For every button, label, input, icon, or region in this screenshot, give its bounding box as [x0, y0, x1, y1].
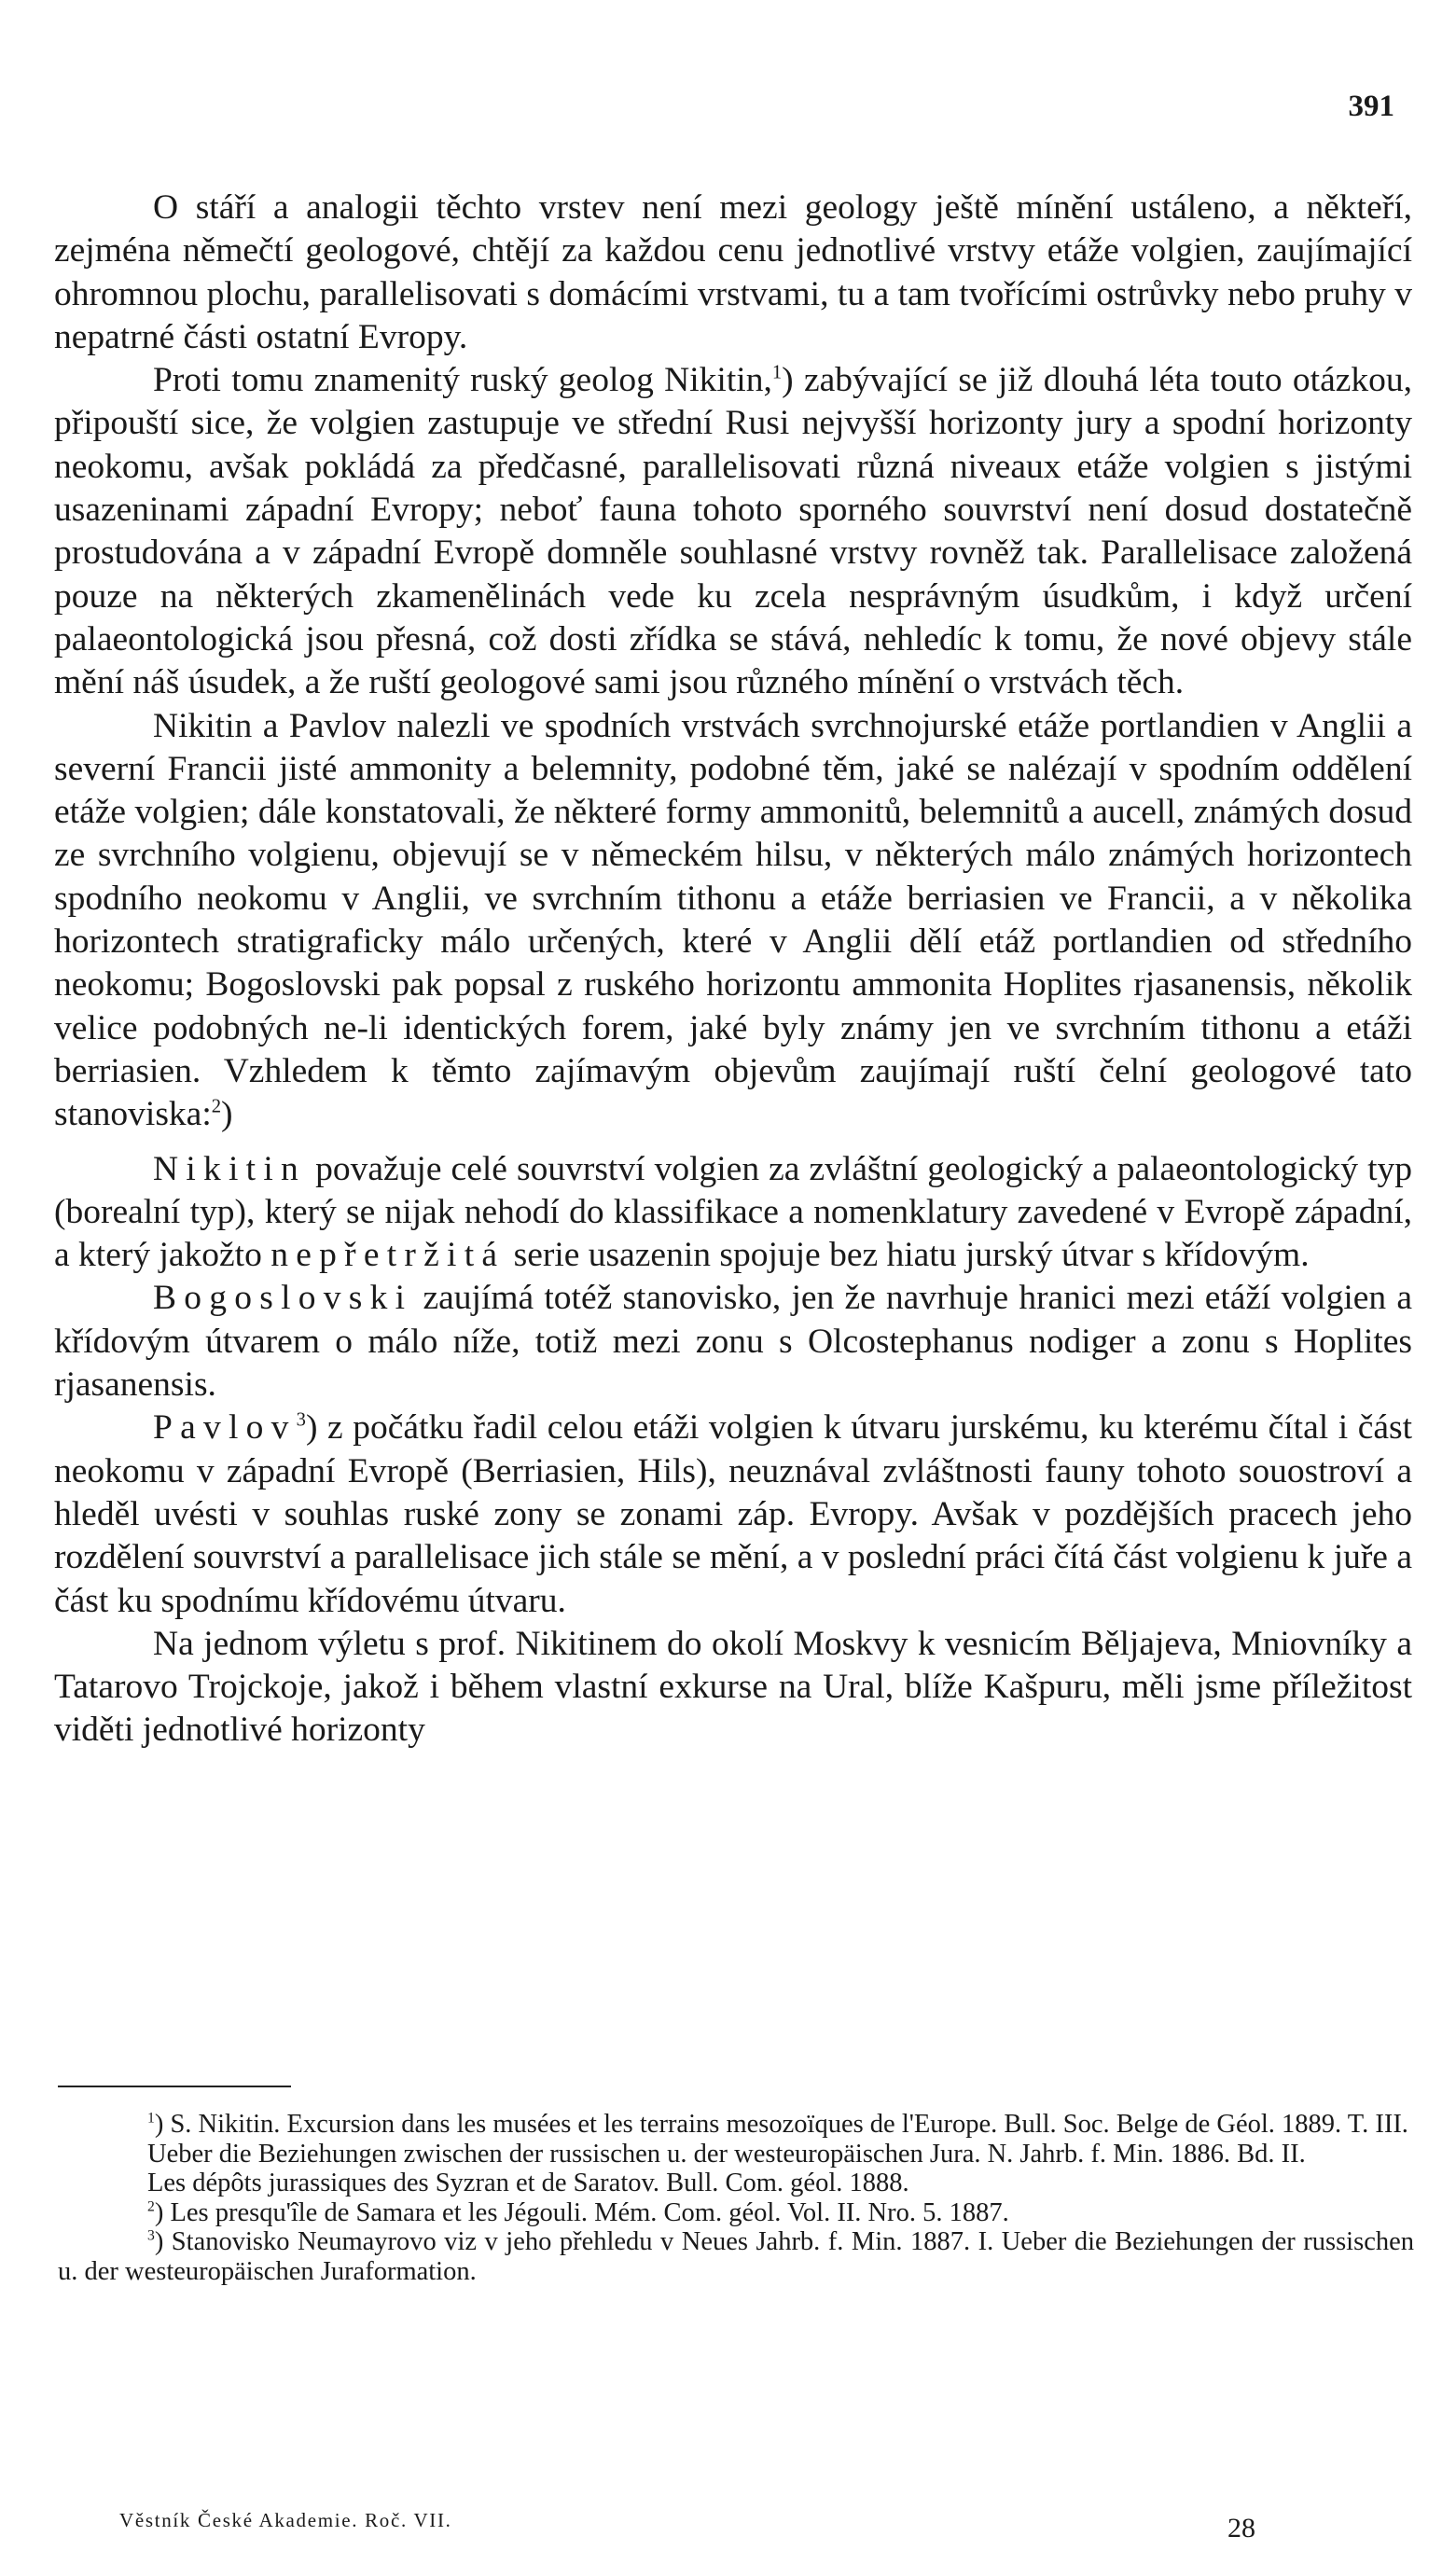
footnote — [58, 2227, 1414, 2286]
text-run: ) — [221, 1095, 233, 1134]
page-number: 391 — [1348, 90, 1394, 123]
emphasized-text: Nikitin — [153, 1149, 307, 1188]
text-run: ) z počátku řadil celou etáži volgien k útvaru jurskému, ku kterému čítal i část neokomu v západní Evropě (Berriasien, Hils), neuznával zvláštnosti fauny tohoto souostroví a hleděl uvésti v souhlas ruské zony se zonami záp. Evropy. Avšak v pozdějších pracech jeho rozdělení souvrství a parallelisace jich stále se mění, a v poslední práci čítá část volgienu k juře a část ku spodnímu křídovému útvaru. — [54, 1408, 1412, 1620]
text-run: ) S. Nikitin. Excursion dans les musées et les terrains mesozoïques de l'Europe. Bull. Soc. Belge de Géol. 1889. T. III. — [154, 2110, 1408, 2139]
text-run: ) zabývající se již dlouhá léta touto otázkou, připouští sice, že volgien zastupuje ve střední Rusi nejvyšší horizonty jury a spodní horizonty neokomu, avšak pokládá za předčasné, parallelisovati různá niveaux etáže volgien s jistými usazeninami západní Evropy; neboť fauna tohoto sporného souvrství není dosud dostatečně prostudována a v západní Evropě domněle souhlasné vrstvy rovněž tak. Parallelisace založená pouze na některých zkamenělinách vede ku zcela nesprávným úsudkům, i když určení palaeontologická jsou přesná, což dosti zřídka se stává, nehledíc k tomu, že nové objevy stále mění náš úsudek, a že ruští geologové sami jsou různého mínění o vrstvách těch. — [54, 361, 1413, 702]
body-text — [54, 187, 1412, 1753]
text-run: O stáří a analogii těchto vrstev není mezi geology ještě mínění ustáleno, a někteří, zejména němečtí geologové, chtějí za každou cenu jednotlivé vrstvy etáže volgien, zaujímající ohromnou plochu, parallelisovati s domácími vrstvami, tu a tam tvořícími ostrůvky nebo pruhy v nepatrné části ostatní Evropy. — [54, 188, 1412, 356]
paragraph — [54, 359, 1412, 704]
text-run: serie usazenin spojuje bez hiatu jurský útvar s křídovým. — [505, 1236, 1310, 1275]
text-run: Nikitin a Pavlov nalezli ve spodních vrstvách svrchnojurské etáže portlandien v Anglii a severní Francii jisté ammonity a belemnity, podobné těm, jaké se nalézají v spodním oddělení etáže volgien; dále konstatovali, že některé formy ammonitů, belemnitů a aucell, známých dosud ze svrchního volgienu, objevují se v německém hilsu, v některých málo známých horizontech spodního neokomu v Anglii, ve svrchním tithonu a etáže berriasien ve Francii, a v několika horizontech stratigraficky málo určených, které v Anglii dělí etáž portlandien od středního neokomu; Bogoslovski pak popsal z ruského horizontu ammonita Hoplites rjasanensis, několik velice podobných ne-li identických forem, jaké byly známy jen ve svrchním tithonu a etáži berriasien. Vzhledem k těmto zajímavým objevům zaujímají ruští čelní geologové tato stanoviska: — [54, 706, 1412, 1134]
text-run: Ueber die Beziehungen zwischen der russischen u. der westeuropäischen Jura. N. Jahrb. f. Min. 1886. Bd. II. — [147, 2139, 1306, 2169]
journal-signature: Věstník České Akademie. Roč. VII. — [119, 2509, 452, 2531]
text-run: ) Les presqu'île de Samara et les Jégouli. Mém. Com. géol. Vol. II. Nro. 5. 1887. — [154, 2197, 1009, 2227]
footnote-ref: 1 — [147, 2110, 155, 2127]
paragraph — [54, 1407, 1412, 1622]
paragraph — [54, 705, 1412, 1137]
footnote-ref: 1 — [771, 362, 783, 383]
paragraph — [54, 1148, 1412, 1278]
text-run: ) Stanovisko Neumayrovo viz v jeho přehledu v Neues Jahrb. f. Min. 1887. I. Ueber die Beziehungen der russischen u. der westeuropäischen Juraformation. — [58, 2227, 1414, 2286]
footnote — [58, 2140, 1414, 2169]
footnote-ref: 2 — [211, 1096, 222, 1117]
text-run: Les dépôts jurassiques des Syzran et de Saratov. Bull. Com. géol. 1888. — [147, 2169, 909, 2197]
footnote-ref: 3 — [296, 1409, 306, 1431]
paragraph — [54, 187, 1412, 359]
footnote-ref: 2 — [147, 2198, 155, 2214]
emphasized-text: Pavlov — [153, 1408, 297, 1448]
footnote-divider — [58, 2086, 291, 2087]
paragraph — [54, 1277, 1412, 1407]
text-run: Proti tomu znamenitý ruský geolog Nikitin, — [153, 361, 772, 400]
text-run: Na jednom výletu s prof. Nikitinem do okolí Moskvy k vesnicím Běljajeva, Mniovníky a Tatarovo Trojckoje, jakož i během vlastní exkurse na Ural, blíže Kašpuru, měli jsme příležitost viděti jednotlivé horizonty — [54, 1624, 1412, 1750]
emphasized-text: nepřetržitá — [270, 1236, 506, 1275]
text-run: považuje celé souvrství volgien za zvláštní geologický a palaeontologický typ (borealní typ), který se nijak nehodí do klassifikace a nomenklatury zavedené v Evropě západní, a který jakožto — [54, 1149, 1412, 1275]
paragraph — [54, 1623, 1412, 1753]
emphasized-text: Bogoslovski — [153, 1279, 413, 1318]
footnote — [58, 2110, 1414, 2140]
footnote — [58, 2198, 1414, 2228]
sheet-number: 28 — [1227, 2513, 1255, 2543]
footnote-ref: 3 — [147, 2227, 155, 2244]
footnotes — [58, 2110, 1414, 2286]
footnote — [58, 2169, 1414, 2198]
text-run: zaujímá totéž stanovisko, jen že navrhuje hranici mezi etáží volgien a křídovým útvarem o málo níže, totiž mezi zonu s Olcostephanus nodiger a zonu s Hoplites rjasanensis. — [54, 1279, 1412, 1405]
